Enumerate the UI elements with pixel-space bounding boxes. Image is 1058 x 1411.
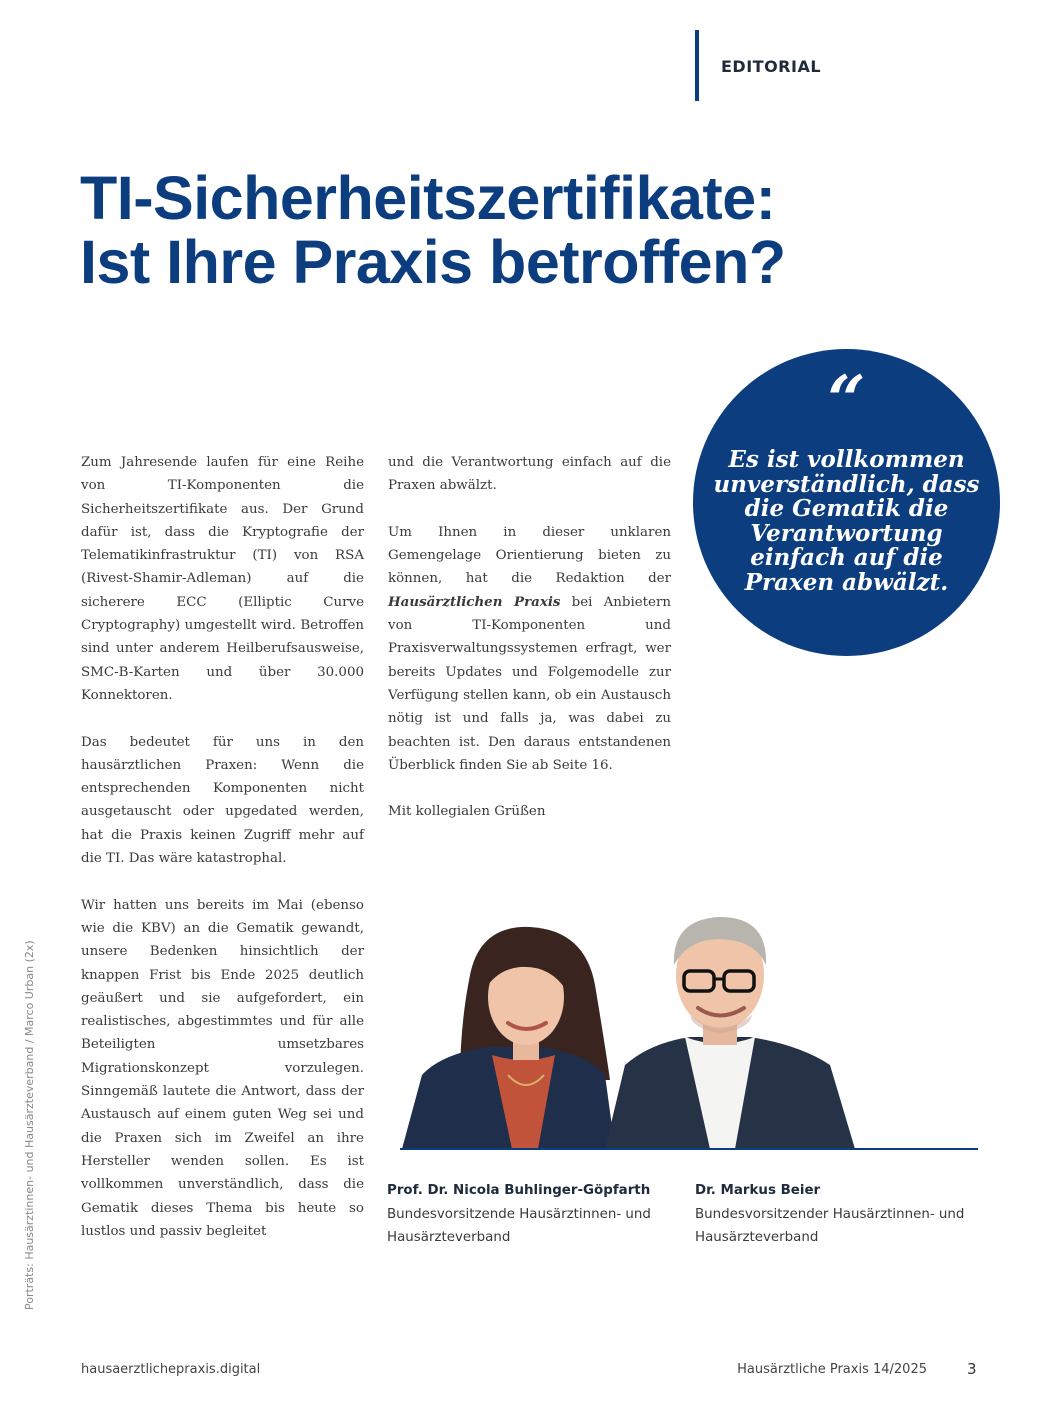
photo-baseline bbox=[400, 1148, 978, 1150]
pull-quote-text: Es ist vollkommen unverständlich, dass die Gematik die Verantwortung einfach auf die Praxen abwälzt. bbox=[713, 446, 980, 596]
headline-line-1: TI-Sicherheitszertifikate: bbox=[80, 164, 776, 232]
article-column-1 bbox=[81, 451, 364, 1266]
author-name: Dr. Markus Beier bbox=[695, 1183, 821, 1198]
headline bbox=[80, 166, 786, 294]
author-role: Bundesvorsitzende Hausärztinnen- und Hausärzteverband bbox=[387, 1206, 651, 1245]
author-1 bbox=[387, 1179, 677, 1250]
paragraph-text: Um Ihnen in dieser unklaren Gemengelage Orientierung bieten zu können, hat die Redaktion der bbox=[388, 524, 671, 587]
photo-credit: Porträts: Hausärztinnen- und Hausärzteverband / Marco Urban (2x) bbox=[23, 940, 36, 1310]
page-number: 3 bbox=[967, 1360, 977, 1378]
author-portraits bbox=[400, 905, 870, 1149]
section-divider bbox=[695, 30, 699, 101]
paragraph: Zum Jahresende laufen für eine Reihe von TI-Komponenten die Sicherheitszertifikate aus. Der Grund dafür ist, dass die Kryptografie der Telematikinfrastruktur (TI) von RSA (Rivest-Shamir-Adleman) auf die sicherere ECC (Elliptic Curve Cryptography) umgestellt wird. Betroffen sind unter anderem Heilberufsausweise, SMC-B-Karten und über 30.000 Konnektoren. bbox=[81, 455, 364, 703]
author-2 bbox=[695, 1179, 985, 1250]
section-label: EDITORIAL bbox=[721, 57, 822, 76]
paragraph bbox=[388, 521, 671, 777]
paragraph: Wir hatten uns bereits im Mai (ebenso wie die KBV) an die Gematik gewandt, unsere Bedenken hinsichtlich der knappen Frist bis Ende 2025 deutlich geäußert und sie aufgefordert, ein realistisches, abgestimmtes und für alle Beteiligten umsetzbares Migrationskonzept vorzulegen. Sinngemäß lautete die Antwort, dass der Austausch auf einem guten Weg sei und die Praxen sich im Zweifel an ihre Hersteller wenden sollen. Es ist vollkommen unverständlich, dass die Gematik dieses Thema bis heute so lustlos und passiv begleitet bbox=[81, 897, 364, 1239]
paragraph: und die Verantwortung einfach auf die Praxen abwälzt. bbox=[388, 455, 671, 494]
paragraph: Das bedeutet für uns in den hausärztlichen Praxen: Wenn die entsprechenden Komponenten nicht ausgetauscht oder upgedated werden, hat die Praxis keinen Zugriff mehr auf die TI. Das wäre katastrophal. bbox=[81, 734, 364, 867]
paragraph-text: bei Anbietern von TI-Komponenten und Praxisverwaltungssystemen erfragt, wer bereits Updates und Folgemodelle zur Verfügung stellen kann, ob ein Austausch nötig ist und falls ja, was dabei zu beachten ist. Den daraus entstandenen Überblick finden Sie ab Seite 16. bbox=[388, 594, 672, 773]
closing-salutation: Mit kollegialen Grüßen bbox=[388, 804, 546, 820]
quote-mark-icon: “ bbox=[827, 361, 866, 439]
author-role: Bundesvorsitzender Hausärztinnen- und Hausärzteverband bbox=[695, 1206, 965, 1245]
pull-quote bbox=[693, 349, 1000, 656]
footer-website: hausaerztlichepraxis.digital bbox=[81, 1362, 261, 1377]
portrait-woman bbox=[402, 927, 615, 1149]
footer-publication: Hausärztliche Praxis 14/2025 bbox=[737, 1362, 927, 1377]
article-column-2 bbox=[388, 451, 671, 847]
headline-line-2: Ist Ihre Praxis betroffen? bbox=[80, 228, 786, 296]
author-name: Prof. Dr. Nicola Buhlinger-Göpfarth bbox=[387, 1183, 651, 1198]
portrait-man bbox=[605, 917, 855, 1149]
publication-name: Hausärztlichen Praxis bbox=[388, 593, 561, 610]
